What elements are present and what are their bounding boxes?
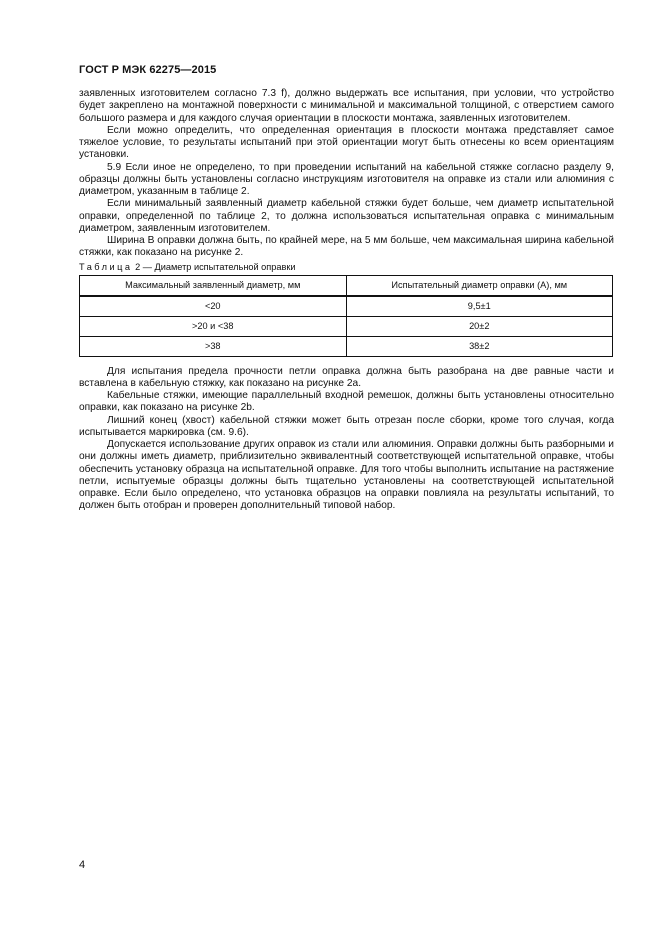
- table-cell: 20±2: [346, 316, 613, 336]
- table-cell: 38±2: [346, 336, 613, 356]
- paragraph: Если минимальный заявленный диаметр кабельной стяжки будет больше, чем диаметр испытательной оправки, определенной по таблице 2, то должна использоваться испытательная оправка с минимальным диаметром, заявленным изготовителем.: [79, 198, 614, 234]
- table-cell: <20: [80, 296, 347, 317]
- table-caption-title: 2 — Диаметр испытательной оправки: [132, 261, 296, 272]
- paragraph: Лишний конец (хвост) кабельной стяжки может быть отрезан после сборки, кроме того случая, когда испытывается маркировка (см. 9.6).: [79, 414, 614, 438]
- table-cell: >38: [80, 336, 347, 356]
- table-cell: >20 и <38: [80, 316, 347, 336]
- table-header-cell: Максимальный заявленный диаметр, мм: [80, 275, 347, 296]
- table-caption-label: Таблица: [79, 261, 133, 272]
- table-header-cell: Испытательный диаметр оправки (А), мм: [346, 275, 613, 296]
- document-header: ГОСТ Р МЭК 62275—2015: [79, 64, 217, 76]
- paragraph: Допускается использование других оправок из стали или алюминия. Оправки должны быть разборными и они должны иметь диаметр, приблизительно эквивалентный соответствующей испытательной оправке, чтобы обеспечить установку образца на испытательной оправке. Для того чтобы выполнить испытание на растяжение петли, испытуемые образцы должны быть тщательно установлены на соответствующей испытательной оправке. Если было определено, что установка образцов на оправки повлияла на результаты испытаний, то должен быть отобран и проверен дополнительный типовой набор.: [79, 439, 614, 512]
- table-row: [80, 336, 613, 356]
- table-caption: [79, 261, 614, 273]
- table-row: [80, 316, 613, 336]
- paragraph: Для испытания предела прочности петли оправка должна быть разобрана на две равные части и вставлена в кабельную стяжку, как показано на рисунке 2а.: [79, 365, 614, 389]
- table-cell: 9,5±1: [346, 296, 613, 317]
- table-row: [80, 296, 613, 317]
- table-header-row: [80, 275, 613, 296]
- paragraph: Если можно определить, что определенная ориентация в плоскости монтажа представляет самое тяжелое условие, то результаты испытаний при этой ориентации могут быть отнесены ко всем ориентациям установки.: [79, 124, 614, 161]
- page-number: 4: [79, 859, 86, 871]
- paragraph: Ширина B оправки должна быть, по крайней мере, на 5 мм больше, чем максимальная ширина кабельной стяжки, как показано на рисунке 2.: [79, 235, 614, 259]
- page-content: [79, 88, 614, 513]
- paragraph: заявленных изготовителем согласно 7.3 f), должно выдержать все испытания, при условии, что устройство будет закреплено на монтажной поверхности с минимальной и максимальной толщиной, с отверстием самого большого размера и для каждого случая ориентации в плоскости монтажа, заявленных изготовителем.: [79, 88, 614, 124]
- paragraph: 5.9 Если иное не определено, то при проведении испытаний на кабельной стяжке согласно разделу 9, образцы должны быть установлены согласно инструкциям изготовителя на оправке из стали или алюминия с диаметром, указанным в таблице 2.: [79, 161, 614, 197]
- mandrel-diameter-table: [79, 275, 613, 357]
- paragraph: Кабельные стяжки, имеющие параллельный входной ремешок, должны быть установлены относительно оправки, как показано на рисунке 2b.: [79, 390, 614, 414]
